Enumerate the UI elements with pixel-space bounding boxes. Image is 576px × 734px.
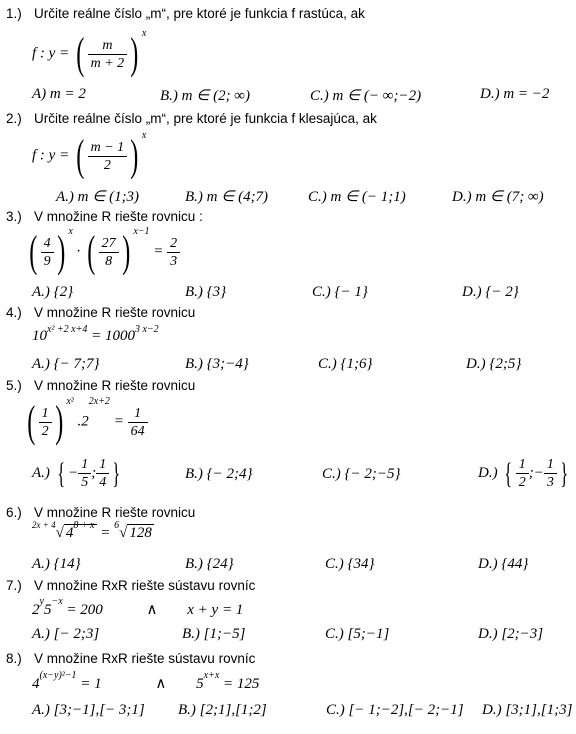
option-label: A.)	[32, 284, 54, 300]
denominator: m + 2	[90, 55, 125, 71]
problem-3-option-d[interactable]	[462, 284, 519, 301]
fraction	[544, 456, 557, 491]
option-value: [− 1;−2],[− 2;−1]	[348, 702, 464, 718]
denominator: 8	[105, 253, 113, 269]
base: 4	[65, 525, 74, 541]
problem-8-option-d[interactable]	[482, 702, 572, 719]
denominator: 4	[99, 475, 107, 490]
problem-8-option-a[interactable]	[32, 702, 145, 719]
denominator: 64	[130, 423, 145, 439]
problem-4-option-a[interactable]	[32, 356, 100, 373]
problem-5-option-d[interactable]	[478, 456, 571, 491]
fraction	[99, 235, 119, 270]
exponent: x²	[66, 396, 74, 407]
fraction	[41, 235, 54, 270]
problem-1-heading	[6, 6, 365, 21]
denominator: 9	[43, 253, 51, 269]
base: .2	[77, 413, 89, 430]
option-label: D.)	[480, 86, 504, 102]
problem-6-option-b[interactable]	[185, 556, 234, 573]
multiply-dot: ·	[76, 243, 81, 260]
option-value: {− 2;4}	[206, 466, 253, 482]
numerator: 1	[78, 456, 91, 474]
option-label: C.)	[326, 702, 349, 718]
option-label: B.)	[185, 284, 207, 300]
problem-4-option-d[interactable]	[466, 356, 521, 373]
exponent: 2x+2	[88, 396, 110, 407]
problem-5-option-c[interactable]	[322, 466, 401, 483]
numerator: 1	[128, 405, 148, 423]
paren-left: (	[27, 397, 36, 446]
option-label: D.)	[478, 556, 502, 572]
option-value: {− 2;−5}	[344, 466, 401, 482]
option-label: D.)	[462, 284, 486, 300]
option-label: B.)	[182, 626, 204, 642]
fraction	[39, 405, 52, 440]
sign: −	[68, 464, 79, 481]
problem-6-option-d[interactable]	[478, 556, 528, 573]
exponent: (x−y)²−1	[39, 670, 77, 681]
option-label: B.)	[185, 466, 207, 482]
option-value: m ∈ (7; ∞)	[475, 189, 544, 205]
problem-number: 3.)	[6, 209, 22, 224]
equals-sign: =	[113, 413, 124, 430]
formula-lhs: f : y =	[32, 147, 70, 164]
problem-text: V množine R riešte rovnicu	[34, 505, 196, 520]
numerator: 1	[544, 456, 557, 474]
option-value: m ∈ (2; ∞)	[181, 88, 250, 104]
base: 2	[32, 602, 40, 618]
problem-text: V množine R riešte rovnicu :	[34, 209, 203, 224]
problem-text: V množine RxR riešte sústavu rovníc	[34, 578, 256, 593]
option-label: C.)	[325, 626, 348, 642]
option-value: {− 2}	[485, 284, 519, 300]
numerator: 1	[516, 456, 529, 474]
problem-text: V množine RxR riešte sústavu rovníc	[34, 651, 256, 666]
problem-8-heading	[6, 651, 255, 666]
fraction	[96, 456, 109, 491]
root-sign: √	[55, 525, 64, 541]
brace-right: }	[560, 456, 569, 490]
problem-text: Určite reálne číslo „m“, pre ktoré je funkcia f rastúca, ak	[34, 6, 365, 21]
problem-2-option-c[interactable]	[308, 187, 406, 206]
option-value: m = −2	[503, 86, 550, 102]
numerator: m − 1	[88, 139, 128, 157]
radicand	[64, 520, 97, 541]
problem-6-option-c[interactable]	[325, 556, 375, 573]
option-value: {2}	[53, 284, 74, 300]
radicand: 128	[129, 525, 152, 541]
denominator: 3	[170, 253, 178, 269]
equation: x + y = 1	[187, 602, 244, 618]
logical-and: ∧	[155, 676, 167, 692]
problem-5-option-a[interactable]	[32, 456, 124, 491]
equals-sign: =	[153, 243, 164, 260]
problem-6-formula	[32, 520, 154, 542]
equation-rhs: = 1	[76, 676, 102, 692]
option-value: [2;1],[1;2]	[199, 702, 267, 718]
option-label: A.)	[56, 189, 78, 205]
exponent: 3 x−2	[135, 324, 159, 335]
option-value: m ∈ (− ∞;−2)	[332, 88, 422, 104]
fraction	[88, 139, 128, 174]
option-label: D.)	[466, 356, 490, 372]
option-label: C.)	[312, 284, 335, 300]
option-label: B.)	[185, 356, 207, 372]
fraction	[78, 456, 91, 491]
numerator: m	[88, 37, 128, 55]
denominator: 2	[41, 423, 49, 439]
base: 10	[32, 328, 47, 344]
option-value: {− 7;7}	[53, 356, 100, 372]
option-label: B.)	[185, 556, 207, 572]
option-value: [1;−5]	[203, 626, 246, 642]
fraction	[88, 37, 128, 72]
problem-1-option-c[interactable]	[310, 86, 421, 105]
base: 1000	[105, 328, 135, 344]
option-label: C.)	[318, 356, 341, 372]
problem-4-heading	[6, 305, 195, 320]
paren-left: (	[87, 227, 96, 276]
denominator: 5	[81, 475, 89, 490]
option-label: B.)	[185, 189, 207, 205]
problem-8-option-c[interactable]	[326, 702, 464, 719]
brace-left: {	[56, 456, 65, 490]
problem-4-option-b[interactable]	[185, 356, 249, 373]
equation-rhs: = 200	[62, 602, 103, 618]
option-label: D.)	[452, 189, 476, 205]
separator: ;	[91, 464, 97, 481]
option-label: A.)	[32, 702, 54, 718]
problem-2-option-d[interactable]	[452, 187, 544, 206]
problem-5-formula	[24, 396, 148, 446]
option-label: A.)	[32, 556, 54, 572]
problem-7-formula	[32, 596, 244, 619]
formula-lhs: f : y =	[32, 45, 70, 62]
option-value: [3;−1],[− 3;1]	[53, 702, 145, 718]
problem-6-option-a[interactable]	[32, 556, 81, 573]
option-value: {34}	[347, 556, 375, 572]
denominator: 3	[546, 475, 554, 490]
option-value: [2;−3]	[501, 626, 544, 642]
exponent: y	[39, 596, 44, 607]
problem-number: 1.)	[6, 6, 22, 21]
option-label: B.)	[160, 88, 182, 104]
problem-number: 6.)	[6, 505, 22, 520]
option-value: {24}	[206, 556, 234, 572]
equation-rhs: = 125	[219, 676, 260, 692]
problem-1-option-b[interactable]	[160, 86, 250, 105]
problem-3-option-c[interactable]	[312, 284, 368, 301]
problem-5-option-b[interactable]	[185, 466, 253, 483]
option-value: m ∈ (− 1;1)	[330, 189, 406, 205]
problem-text: V množine R riešte rovnicu	[34, 305, 196, 320]
problem-7-option-c[interactable]	[325, 626, 389, 643]
numerator: 4	[41, 235, 54, 253]
base: 4	[32, 676, 40, 692]
option-value: m ∈ (1;3)	[77, 189, 140, 205]
exponent: x	[68, 226, 73, 237]
problem-1-option-d[interactable]	[480, 86, 549, 103]
numerator: 1	[39, 405, 52, 423]
problem-3-heading	[6, 209, 203, 224]
exponent: x+x	[203, 670, 220, 681]
option-label: D.)	[482, 702, 506, 718]
problem-8-option-b[interactable]	[178, 702, 267, 719]
option-value: {3}	[206, 284, 227, 300]
problem-7-option-a[interactable]	[32, 626, 99, 643]
problem-2-formula	[32, 130, 147, 180]
problem-5-heading	[6, 378, 195, 393]
option-value: [5;−1]	[347, 626, 390, 642]
problem-7-option-b[interactable]	[182, 626, 245, 643]
equals-sign: =	[91, 328, 105, 344]
logical-and: ∧	[146, 602, 158, 618]
problem-text: Určite reálne číslo „m“, pre ktoré je funkcia f klesajúca, ak	[34, 111, 377, 126]
base: 5	[196, 676, 204, 692]
exponent: x² +2 x+4	[47, 324, 88, 335]
option-value: {2;5}	[489, 356, 522, 372]
brace-right: }	[112, 456, 121, 490]
root-sign: √	[119, 525, 128, 541]
numerator: 27	[99, 235, 119, 253]
problem-text: V množine R riešte rovnicu	[34, 378, 196, 393]
problem-number: 5.)	[6, 378, 22, 393]
exponent: x	[141, 28, 147, 39]
option-label: D.)	[478, 464, 502, 481]
option-value: [− 2;3]	[53, 626, 100, 642]
exponent: x−1	[133, 226, 150, 237]
exponent: x	[141, 130, 147, 141]
option-label: A.)	[32, 626, 54, 642]
problem-7-heading	[6, 578, 255, 593]
problem-number: 2.)	[6, 111, 22, 126]
paren-right: )	[56, 227, 66, 276]
option-value: m = 2	[49, 86, 86, 102]
problem-2-heading	[6, 111, 377, 126]
root-index: 2x + 4	[32, 520, 56, 530]
denominator: 2	[103, 157, 111, 173]
paren-left: (	[29, 227, 38, 276]
exponent: −x	[51, 596, 63, 607]
problem-2-option-a[interactable]	[56, 187, 139, 206]
fraction	[128, 405, 148, 440]
separator: ;−	[528, 464, 544, 481]
numerator: 1	[96, 456, 109, 474]
option-value: {14}	[53, 556, 81, 572]
problem-1-formula	[32, 28, 147, 78]
option-label: A.)	[32, 356, 54, 372]
option-label: C.)	[308, 189, 331, 205]
problem-number: 4.)	[6, 305, 22, 320]
option-value: {44}	[501, 556, 529, 572]
problem-3-formula	[26, 226, 180, 276]
problem-7-option-d[interactable]	[478, 626, 543, 643]
option-label: B.)	[178, 702, 200, 718]
option-label: C.)	[325, 556, 348, 572]
problem-3-option-a[interactable]	[32, 284, 73, 301]
problem-4-formula	[32, 324, 159, 345]
brace-left: {	[504, 456, 513, 490]
option-value: [3;1],[1;3]	[505, 702, 573, 718]
fraction	[167, 235, 180, 270]
option-value: {1;6}	[340, 356, 373, 372]
problem-2-option-b[interactable]	[185, 187, 268, 206]
problem-8-formula	[32, 670, 260, 693]
paren-right: )	[54, 397, 64, 446]
option-label: D.)	[478, 626, 502, 642]
problem-3-option-b[interactable]	[185, 284, 226, 301]
numerator: 2	[167, 235, 180, 253]
paren-right: )	[121, 227, 131, 276]
option-value: {3;−4}	[206, 356, 249, 372]
problem-4-option-c[interactable]	[318, 356, 373, 373]
option-value: m ∈ (4;7)	[206, 189, 269, 205]
problem-number: 7.)	[6, 578, 22, 593]
problem-number: 8.)	[6, 651, 22, 666]
option-label: C.)	[310, 88, 333, 104]
option-label: C.)	[322, 466, 345, 482]
paren-left: (	[76, 131, 85, 180]
paren-right: )	[130, 29, 139, 78]
base: 5	[43, 602, 52, 618]
problem-6-heading	[6, 505, 195, 520]
paren-left: (	[76, 29, 85, 78]
denominator: 2	[518, 475, 526, 490]
fraction	[516, 456, 529, 491]
problem-1-option-a[interactable]	[32, 86, 86, 103]
exponent: 8 + x	[73, 520, 95, 531]
equals-sign: =	[100, 525, 115, 541]
option-label: A)	[32, 86, 50, 102]
option-label: A.)	[32, 464, 54, 481]
paren-right: )	[130, 131, 139, 180]
root-index: 6	[114, 520, 120, 531]
option-value: {− 1}	[334, 284, 368, 300]
